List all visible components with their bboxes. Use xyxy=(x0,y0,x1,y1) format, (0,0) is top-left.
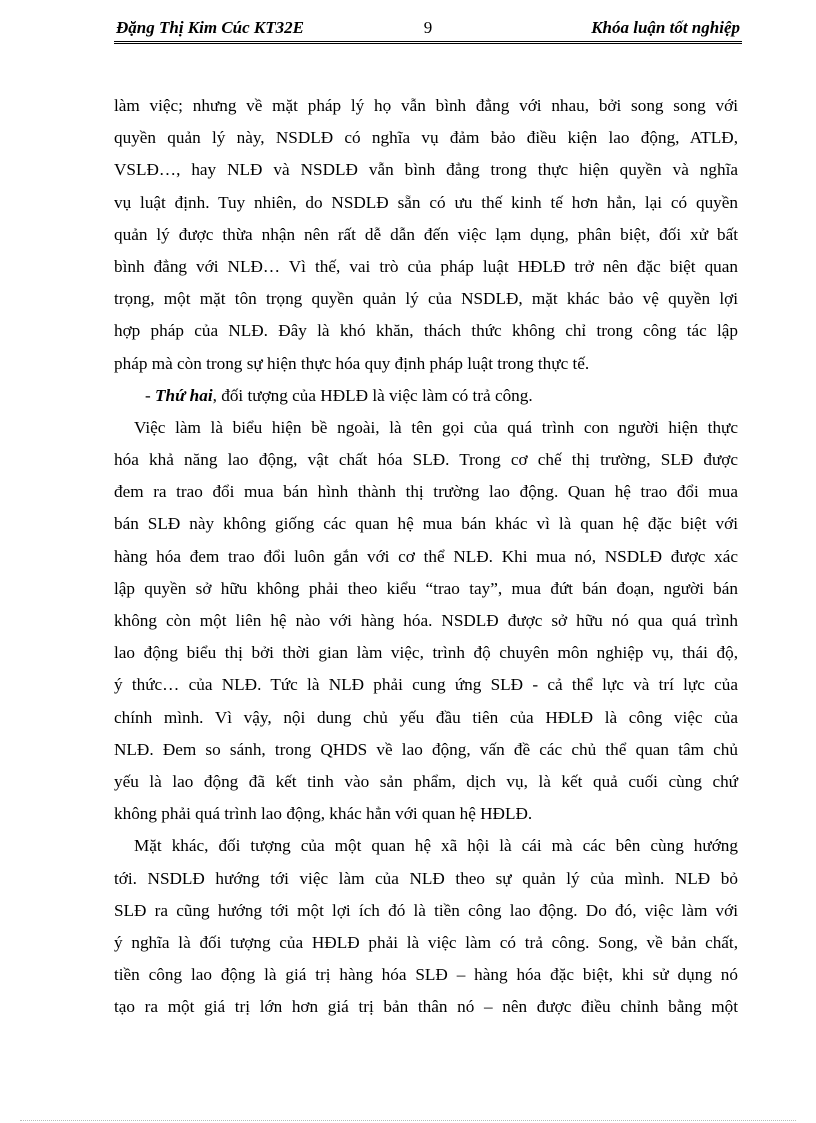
emphasis-text: Thứ hai xyxy=(155,385,213,405)
text-line: Mặt khác, đối tượng của một quan hệ xã hội là cái mà các bên cùng hướng xyxy=(134,836,738,856)
text-line: tiền công lao động là giá trị hàng hóa SLĐ – hàng hóa đặc biệt, khi sử dụng nó xyxy=(114,965,738,985)
text-line: hợp pháp của NLĐ. Đây là khó khăn, thách thức không chỉ trong công tác lập xyxy=(114,321,738,341)
text-line: SLĐ ra cũng hướng tới một lợi ích đó là tiền công lao động. Do đó, việc làm với xyxy=(114,900,738,920)
text-line: hóa khả năng lao động, vật chất hóa SLĐ. Trong cơ chế thị trường, SLĐ được xyxy=(114,450,738,470)
text-line xyxy=(114,380,738,412)
text-line: lao động biểu thị bởi thời gian làm việc, trình độ chuyên môn nghiệp vụ, thái độ, xyxy=(114,643,738,663)
text-line: tới. NSDLĐ hướng tới việc làm của NLĐ theo sự quản lý của mình. NLĐ bỏ xyxy=(114,868,738,888)
text-line: quyền quản lý này, NSDLĐ có nghĩa vụ đảm bảo điều kiện lao động, ATLĐ, xyxy=(114,128,738,148)
text-line: không phải quá trình lao động, khác hẳn với quan hệ HĐLĐ. xyxy=(114,804,533,824)
bullet-paragraph xyxy=(114,380,738,412)
page-bottom-divider xyxy=(20,1120,796,1121)
text-line: tạo ra một giá trị lớn hơn giá trị bản thân nó – nên được điều chỉnh bằng một xyxy=(114,997,738,1017)
header-author: Đặng Thị Kim Cúc KT32E xyxy=(116,18,304,37)
text-line: NLĐ. Đem so sánh, trong QHDS về lao động, vấn đề các chủ thể quan tâm chủ xyxy=(114,739,738,759)
text-line: ý thức… của NLĐ. Tức là NLĐ phải cung ứng SLĐ - cả thể lực và trí lực của xyxy=(114,675,738,695)
text-line: VSLĐ…, hay NLĐ và NSDLĐ vẫn bình đẳng trong thực hiện quyền và nghĩa xyxy=(114,160,738,180)
page-header xyxy=(114,16,742,44)
text-line: Việc làm là biểu hiện bề ngoài, là tên gọi của quá trình con người hiện thực xyxy=(134,417,738,437)
text-line: đem ra trao đổi mua bán hình thành thị trường lao động. Quan hệ trao đổi mua xyxy=(114,482,738,502)
text-line: quản lý được thừa nhận nên rất dễ dẫn đến việc lạm dụng, phân biệt, đối xử bất xyxy=(114,224,738,244)
text-line: yếu là lao động đã kết tinh vào sản phẩm, dịch vụ, là kết quả cuối cùng chứ xyxy=(114,771,738,791)
text-line: chính mình. Vì vậy, nội dung chủ yếu đầu tiên của HĐLĐ là công việc của xyxy=(114,707,738,727)
text-line: hàng hóa đem trao đổi luôn gắn với cơ thể NLĐ. Khi mua nó, NSDLĐ được xác xyxy=(114,546,738,566)
paragraph xyxy=(114,830,738,1023)
header-page-number: 9 xyxy=(423,18,433,37)
text-line: không còn một liên hệ nào với hàng hóa. NSDLĐ được sở hữu nó qua quá trình xyxy=(114,611,738,630)
text-line: bình đẳng với NLĐ… Vì thế, vai trò của pháp luật HĐLĐ trở nên đặc biệt quan xyxy=(114,256,738,276)
text-line: lập quyền sở hữu không phải theo kiểu “trao tay”, mua đứt bán đoạn, người bán xyxy=(114,578,738,598)
paragraph xyxy=(114,412,738,830)
text-line: vụ luật định. Tuy nhiên, do NSDLĐ sẵn có ưu thế kinh tế hơn hẳn, lại có quyền xyxy=(114,192,738,212)
text-line: bán SLĐ này không giống các quan hệ mua bán khác vì là quan hệ đặc biệt với xyxy=(114,514,738,534)
bullet-prefix: - xyxy=(145,385,156,405)
bullet-rest: , đối tượng của HĐLĐ là việc làm có trả công. xyxy=(212,385,533,405)
paragraph xyxy=(114,90,738,380)
text-line: pháp mà còn trong sự hiện thực hóa quy định pháp luật trong thực tế. xyxy=(114,353,590,373)
text-line: ý nghĩa là đối tượng của HĐLĐ phải là việc làm có trả công. Song, về bản chất, xyxy=(114,932,738,952)
header-document-type: Khóa luận tốt nghiệp xyxy=(591,18,740,37)
text-line: trọng, một mặt tôn trọng quyền quản lý của NSDLĐ, mặt khác bảo vệ quyền lợi xyxy=(114,289,738,309)
text-line: làm việc; nhưng về mặt pháp lý họ vẫn bình đẳng với nhau, bởi song song với xyxy=(114,96,738,115)
document-body xyxy=(114,90,738,1023)
